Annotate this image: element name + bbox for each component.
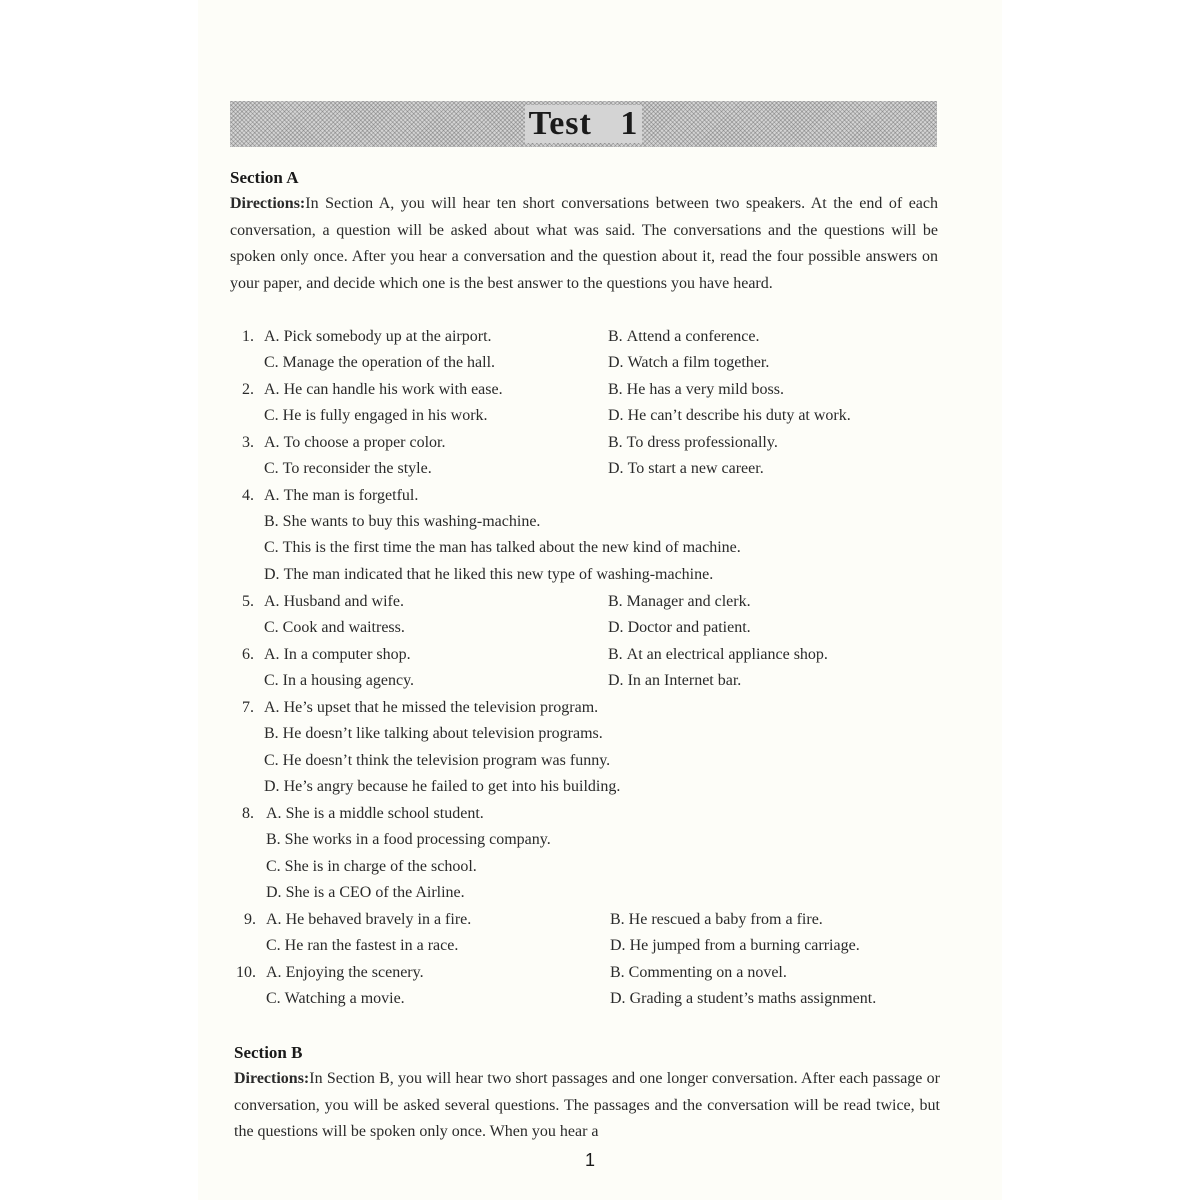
page-number: 1 [584,1150,595,1170]
option-letter: D. [264,778,280,795]
option-line [266,831,551,849]
option-letter: C. [266,937,281,954]
option-letter: D. [610,937,626,954]
option-letter: C. [266,858,281,875]
option-line [264,699,598,717]
option-line [610,990,876,1008]
option-line [266,964,424,982]
option-text: He jumped from a burning carriage. [629,937,860,954]
option-letter: B. [608,328,623,345]
question-number: 2. [242,381,254,398]
option-text: Manager and clerk. [626,593,751,610]
option-line [608,619,751,637]
option-text: She wants to buy this washing-machine. [282,513,541,530]
option-letter: A. [264,646,280,663]
option-letter: B. [608,434,623,451]
option-line [266,884,465,902]
option-text: In an Internet bar. [627,672,742,689]
option-letter: C. [266,990,281,1007]
option-letter: C. [264,539,279,556]
option-letter: C. [264,619,279,636]
option-letter: A. [264,381,280,398]
option-text: He can’t describe his duty at work. [627,407,851,424]
option-text: Cook and waitress. [282,619,405,636]
option-letter: D. [608,407,624,424]
option-text: This is the first time the man has talked about the new kind of machine. [282,539,741,556]
section-a-heading: Section A [230,168,299,187]
option-letter: C. [264,460,279,477]
option-letter: C. [264,752,279,769]
option-text: She is a CEO of the Airline. [285,884,465,901]
option-letter: D. [608,354,624,371]
option-letter: B. [266,831,281,848]
option-text: Grading a student’s maths assignment. [629,990,877,1007]
section-b-heading: Section B [234,1043,303,1062]
option-letter: D. [264,566,280,583]
option-text: To choose a proper color. [283,434,446,451]
option-text: He is fully engaged in his work. [282,407,488,424]
option-line [264,328,492,346]
option-letter: C. [264,407,279,424]
option-text: To start a new career. [627,460,764,477]
option-line [264,407,488,425]
question-number: 6. [242,646,254,663]
option-line [264,672,414,690]
option-line [608,354,769,372]
option-line [608,460,764,478]
option-text: Husband and wife. [283,593,404,610]
option-line [610,937,860,955]
option-text: She is a middle school student. [285,805,484,822]
option-text: To dress professionally. [626,434,778,451]
option-text: He has a very mild boss. [626,381,784,398]
option-text: He doesn’t like talking about television programs. [282,725,603,742]
option-line [264,513,540,531]
option-letter: A. [264,699,280,716]
option-line [608,434,778,452]
option-line [264,593,404,611]
option-line [264,619,405,637]
directions-label: Directions: [234,1070,310,1087]
option-line [264,381,503,399]
option-letter: D. [266,884,282,901]
option-letter: D. [608,460,624,477]
question-number: 9. [244,911,256,928]
option-line [264,566,713,584]
option-text: Commenting on a novel. [628,964,787,981]
option-letter: D. [610,990,626,1007]
option-line [608,672,741,690]
question-number: 8. [242,805,254,822]
option-line [264,434,446,452]
option-text: Doctor and patient. [627,619,751,636]
option-letter: A. [264,487,280,504]
option-line [608,407,851,425]
option-text: He ran the fastest in a race. [284,937,459,954]
option-letter: B. [608,593,623,610]
option-line [608,381,784,399]
option-letter: C. [264,354,279,371]
option-text: He’s upset that he missed the television program. [283,699,599,716]
option-text: He rescued a baby from a fire. [628,911,823,928]
option-text: He doesn’t think the television program was funny. [282,752,611,769]
option-text: In a housing agency. [282,672,415,689]
option-text: He’s angry because he failed to get into his building. [283,778,621,795]
option-letter: D. [608,672,624,689]
option-text: The man indicated that he liked this new type of washing-machine. [283,566,714,583]
option-letter: A. [266,964,282,981]
option-text: She is in charge of the school. [284,858,477,875]
option-text: Pick somebody up at the airport. [283,328,492,345]
title-banner [230,101,937,147]
question-number: 7. [242,699,254,716]
option-text: The man is forgetful. [283,487,419,504]
question-number: 3. [242,434,254,451]
option-letter: C. [264,672,279,689]
option-letter: A. [264,328,280,345]
option-letter: A. [264,434,280,451]
option-line [610,964,787,982]
option-line [264,539,741,557]
option-line [264,725,603,743]
option-text: Watch a film together. [627,354,770,371]
option-line [264,487,418,505]
option-line [264,646,411,664]
option-text: She works in a food processing company. [284,831,551,848]
option-letter: B. [610,964,625,981]
option-line [264,460,432,478]
section-b-directions [234,1066,940,1146]
option-text: In a computer shop. [283,646,411,663]
option-letter: A. [266,805,282,822]
option-letter: B. [608,381,623,398]
option-text: Attend a conference. [626,328,760,345]
directions-label: Directions: [230,195,306,212]
option-line [610,911,823,929]
section-a-directions [230,191,938,297]
option-line [266,937,458,955]
option-line [264,752,610,770]
question-number: 5. [242,593,254,610]
page-title: Test 1 [525,105,643,143]
option-text: He behaved bravely in a fire. [285,911,472,928]
question-number: 10. [236,964,256,981]
option-line [266,805,484,823]
option-line [608,593,751,611]
directions-text: In Section B, you will hear two short passages and one longer conversation. After each passage or conversation, you will be asked several questions. The passages and the conversation will be read twice, but the questions will be spoken only once. When you hear a [234,1070,940,1141]
option-line [264,354,495,372]
option-text: Enjoying the scenery. [285,964,424,981]
option-line [266,858,477,876]
option-line [266,911,471,929]
option-text: To reconsider the style. [282,460,432,477]
option-letter: B. [608,646,623,663]
option-line [264,778,620,796]
option-text: At an electrical appliance shop. [626,646,828,663]
directions-text: In Section A, you will hear ten short conversations between two speakers. At the end of each conversation, a question will be asked about what was said. The conversations and the questions will be spoken only once. After you hear a conversation and the question about it, read the four possible answers on your paper, and decide which one is the best answer to the questions you have heard. [230,195,938,292]
option-letter: B. [610,911,625,928]
option-line [608,646,828,664]
option-letter: B. [264,725,279,742]
option-text: Watching a movie. [284,990,405,1007]
question-number: 4. [242,487,254,504]
option-line [608,328,759,346]
option-text: He can handle his work with ease. [283,381,503,398]
question-number: 1. [242,328,254,345]
option-letter: A. [264,593,280,610]
option-letter: D. [608,619,624,636]
option-letter: A. [266,911,282,928]
option-line [266,990,405,1008]
option-letter: B. [264,513,279,530]
option-text: Manage the operation of the hall. [282,354,496,371]
